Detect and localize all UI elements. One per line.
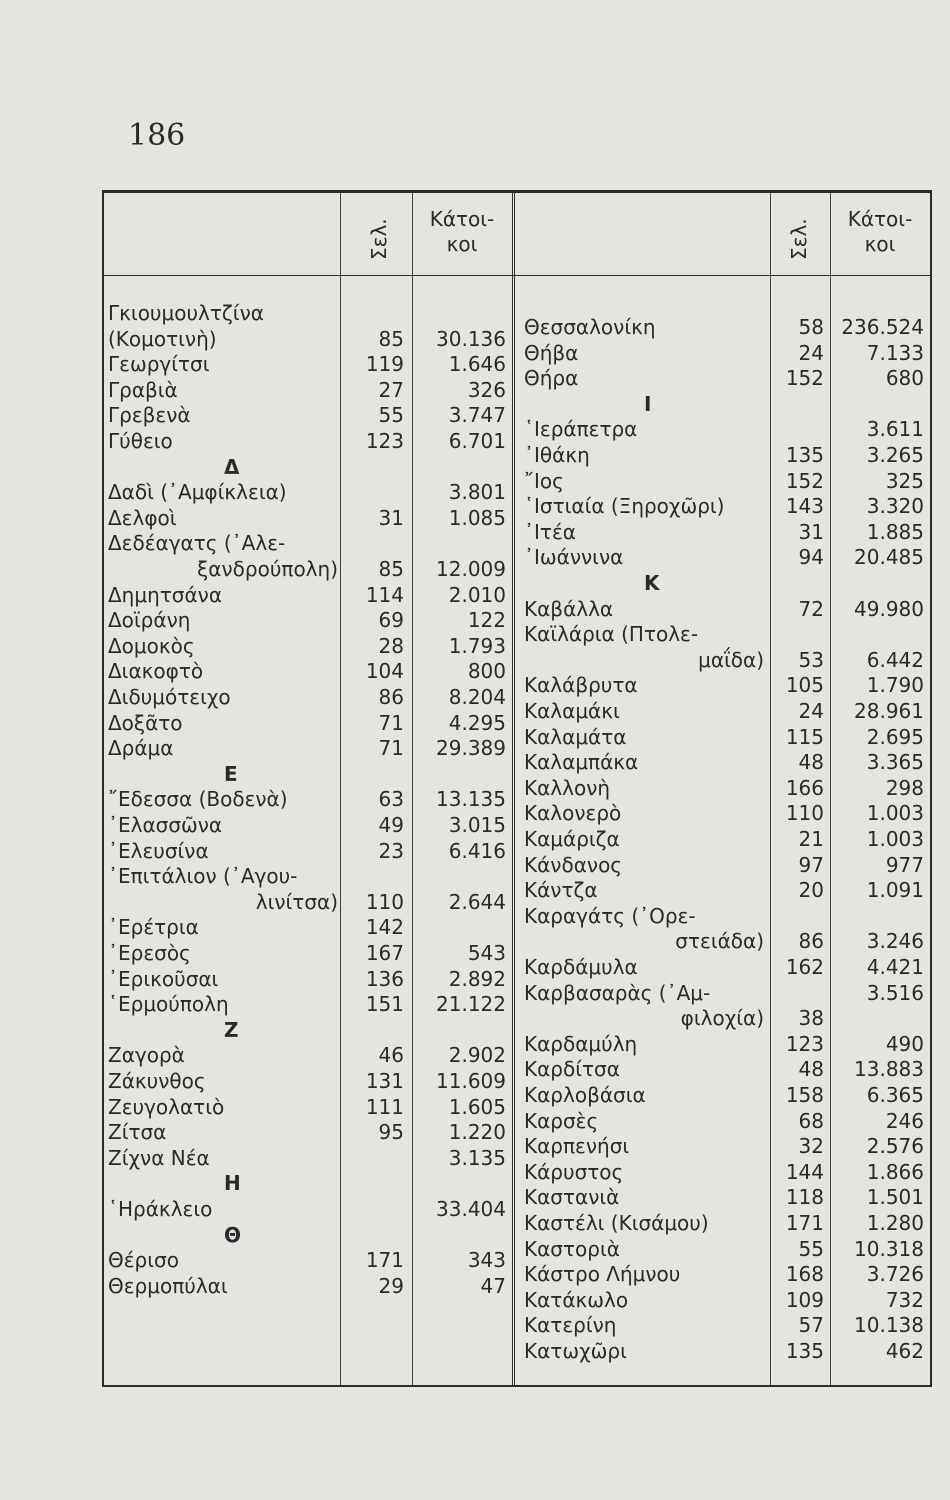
place-name: Καστοριὰ <box>524 1236 620 1261</box>
population: 3.015 <box>448 813 506 837</box>
page-ref: 38 <box>798 1006 824 1031</box>
place-name: Καρβασαρὰς (᾿Αμ- <box>524 980 711 1005</box>
index-row <box>108 941 508 966</box>
index-row <box>524 469 928 494</box>
index-row <box>524 699 928 724</box>
page-ref: 143 <box>785 494 824 519</box>
place-name: Καλλονὴ <box>524 775 611 800</box>
page-ref: 162 <box>785 955 824 979</box>
place-name: ῾Ερμούπολη <box>108 992 229 1017</box>
population: 3.365 <box>866 750 924 775</box>
index-row <box>108 1043 508 1068</box>
page-ref: 131 <box>365 1069 404 1093</box>
place-name: ᾿Ερεσὸς <box>108 941 191 965</box>
index-row <box>108 915 508 940</box>
population: 543 <box>467 941 506 965</box>
index-row <box>108 506 508 531</box>
population: 122 <box>467 608 506 633</box>
index-row <box>524 1288 928 1313</box>
place-name: Κατερίνη <box>524 1313 617 1338</box>
population: 800 <box>467 659 506 684</box>
page-number: 186 <box>128 118 186 153</box>
page-ref: 86 <box>798 929 824 954</box>
index-row <box>108 301 508 326</box>
page-ref: 46 <box>378 1043 404 1068</box>
page-ref: 55 <box>378 403 404 428</box>
place-name: Ζίχνα Νέα <box>108 1145 210 1170</box>
index-row <box>524 1134 928 1159</box>
population: 6.416 <box>448 838 506 863</box>
population: 3.726 <box>866 1262 924 1287</box>
page-ref: 21 <box>798 827 824 851</box>
population: 33.404 <box>436 1197 506 1221</box>
population: 7.133 <box>866 340 924 365</box>
index-row <box>108 429 508 454</box>
population: 4.421 <box>866 955 924 979</box>
place-name: Θήβα <box>524 340 579 365</box>
index-row <box>524 929 928 954</box>
population: 30.136 <box>436 326 506 351</box>
index-row <box>524 1237 928 1262</box>
page-ref: 152 <box>785 468 824 493</box>
index-row <box>108 583 508 608</box>
index-row <box>108 1146 508 1171</box>
place-name: Ζευγολατιὸ <box>108 1094 225 1119</box>
population: 49.980 <box>854 596 924 621</box>
place-name: Κατωχῶρι <box>524 1339 627 1363</box>
page-ref: 152 <box>785 366 824 391</box>
page-ref: 68 <box>798 1108 824 1133</box>
index-row <box>524 776 928 801</box>
place-name: Δελφοὶ <box>108 505 177 530</box>
page-ref: 31 <box>798 519 824 544</box>
header-page-left: Σελ. <box>367 218 391 260</box>
index-row <box>108 1069 508 1094</box>
place-name: Κάστρο Λήμνου <box>524 1262 681 1287</box>
page-ref: 104 <box>365 659 404 684</box>
index-row <box>108 813 508 838</box>
page-ref: 48 <box>798 1057 824 1082</box>
place-name: (Κομοτινὴ) <box>108 326 217 351</box>
index-row <box>108 1120 508 1145</box>
place-name: Καϊλάρια (Πτολε- <box>524 622 699 647</box>
page-ref: 85 <box>378 557 404 581</box>
header-population-left: Κάτοι- κοι <box>429 207 495 256</box>
page-ref: 144 <box>785 1159 824 1184</box>
index-row <box>524 341 928 366</box>
page-ref: 57 <box>798 1313 824 1338</box>
page-ref: 58 <box>798 315 824 339</box>
place-name: ᾿Ελευσίνα <box>108 838 209 863</box>
index-row <box>524 443 928 468</box>
page-ref: 167 <box>365 941 404 965</box>
page-ref: 48 <box>798 750 824 775</box>
place-name: ῾Ιστιαία (Ξηροχῶρι) <box>524 494 725 519</box>
place-name: ᾿Ιωάννινα <box>524 545 624 570</box>
page-ref: 135 <box>785 1339 824 1363</box>
page-ref: 119 <box>365 352 404 377</box>
place-name: Γύθειο <box>108 429 173 453</box>
section-letter: Δ <box>224 454 240 479</box>
place-name: ᾿Επιτάλιον (᾿Αγου- <box>108 864 298 889</box>
population: 246 <box>885 1108 924 1133</box>
place-name: Δοξᾶτο <box>108 710 183 735</box>
index-row <box>524 1185 928 1210</box>
place-name: Ζίτσα <box>108 1120 167 1145</box>
population: 3.265 <box>866 443 924 467</box>
population: 3.516 <box>866 980 924 1005</box>
page-ref: 171 <box>785 1211 824 1235</box>
place-name: Δοϊράνη <box>108 608 191 633</box>
index-row <box>108 327 508 352</box>
place-name: Κάρυστος <box>524 1159 624 1184</box>
page-ref: 118 <box>785 1185 824 1210</box>
index-row <box>524 750 928 775</box>
index-row <box>108 608 508 633</box>
section-letter: Ε <box>224 761 238 786</box>
place-name: ᾿Ερέτρια <box>108 915 199 940</box>
population: 1.793 <box>448 633 506 658</box>
place-name: ᾿Ιθάκη <box>524 443 590 467</box>
population: 325 <box>885 468 924 493</box>
index-row <box>108 711 508 736</box>
page-ref: 171 <box>365 1248 404 1273</box>
index-row <box>524 725 928 750</box>
population: 1.220 <box>448 1120 506 1145</box>
page-ref: 71 <box>378 736 404 761</box>
place-name: Γκιουμουλτζίνα <box>108 301 264 325</box>
index-row <box>524 1160 928 1185</box>
index-row <box>524 878 928 903</box>
index-row <box>524 545 928 570</box>
place-name: ᾿Ιτέα <box>524 519 576 544</box>
population: 343 <box>467 1248 506 1273</box>
index-row <box>108 378 508 403</box>
place-name: ᾿Ελασσῶνα <box>108 813 223 837</box>
page-ref: 53 <box>798 647 824 672</box>
index-row <box>108 531 508 556</box>
place-name: Ζάκυνθος <box>108 1069 206 1093</box>
population: 1.003 <box>866 827 924 851</box>
place-name: Καλαμπάκα <box>524 750 639 775</box>
place-name: Διακοφτὸ <box>108 659 204 684</box>
population: 236.524 <box>841 315 924 339</box>
population: 3.135 <box>448 1145 506 1170</box>
page-ref: 71 <box>378 710 404 735</box>
page-ref: 168 <box>785 1262 824 1287</box>
place-name: Θήρα <box>524 366 579 391</box>
page-ref: 123 <box>365 429 404 453</box>
place-name: φιλοχία) <box>680 1006 764 1031</box>
index-row <box>108 1095 508 1120</box>
page-ref: 97 <box>798 852 824 877</box>
index-row <box>524 417 928 442</box>
population: 490 <box>885 1031 924 1056</box>
place-name: Καρλοβάσια <box>524 1083 646 1107</box>
index-row <box>524 520 928 545</box>
population: 3.611 <box>866 417 924 442</box>
page-ref: 111 <box>365 1094 404 1119</box>
population: 1.501 <box>866 1185 924 1210</box>
index-row <box>108 634 508 659</box>
index-row <box>524 315 928 340</box>
index-row <box>108 839 508 864</box>
index-row <box>108 685 508 710</box>
page-ref: 114 <box>365 582 404 607</box>
population: 2.695 <box>866 724 924 749</box>
index-row <box>524 853 928 878</box>
place-name: Κάντζα <box>524 878 598 903</box>
page-ref: 110 <box>785 801 824 826</box>
index-row <box>108 1248 508 1273</box>
population: 977 <box>885 852 924 877</box>
page-ref: 24 <box>798 699 824 723</box>
index-row <box>108 890 508 915</box>
page-ref: 94 <box>798 545 824 570</box>
place-name: Καρδίτσα <box>524 1057 620 1082</box>
index-row <box>108 659 508 684</box>
place-name: ῾Ηράκλειο <box>108 1197 213 1221</box>
place-name: Καλάβρυτα <box>524 673 638 698</box>
population: 3.246 <box>866 929 924 954</box>
index-row <box>108 736 508 761</box>
page-ref: 29 <box>378 1273 404 1298</box>
index-row <box>108 557 508 582</box>
population: 1.790 <box>866 673 924 698</box>
place-name: Καρπενήσι <box>524 1134 630 1159</box>
place-name: Καλαμάτα <box>524 724 627 749</box>
population: 12.009 <box>436 557 506 581</box>
index-row <box>108 403 508 428</box>
page-ref: 86 <box>378 685 404 709</box>
place-name: ξανδρούπολη) <box>197 557 338 581</box>
population: 13.135 <box>436 787 506 812</box>
index-row <box>108 1274 508 1299</box>
index-row <box>524 494 928 519</box>
population: 3.747 <box>448 403 506 428</box>
population: 6.365 <box>866 1083 924 1107</box>
index-row <box>524 801 928 826</box>
place-name: Κατάκωλο <box>524 1287 629 1312</box>
page-ref: 136 <box>365 966 404 991</box>
population: 11.609 <box>436 1069 506 1093</box>
population: 298 <box>885 775 924 800</box>
population: 6.442 <box>866 647 924 672</box>
population: 10.318 <box>854 1236 924 1261</box>
page-ref: 55 <box>798 1236 824 1261</box>
population: 1.280 <box>866 1211 924 1235</box>
index-row <box>108 480 508 505</box>
page-ref: 27 <box>378 377 404 402</box>
population: 28.961 <box>854 699 924 723</box>
place-name: Δαδὶ (᾿Αμφίκλεια) <box>108 480 287 505</box>
population: 10.138 <box>854 1313 924 1338</box>
population: 2.644 <box>448 889 506 914</box>
page-ref: 24 <box>798 340 824 365</box>
page-ref: 142 <box>365 915 404 940</box>
population: 1.091 <box>866 878 924 903</box>
place-name: Καραγάτς (᾿Ορε- <box>524 903 696 928</box>
place-name: στειάδα) <box>675 929 764 954</box>
place-name: Καλαμάκι <box>524 699 620 723</box>
index-row <box>524 955 928 980</box>
population: 21.122 <box>436 992 506 1017</box>
section-letter: Θ <box>224 1222 242 1247</box>
header-page-right: Σελ. <box>787 218 811 260</box>
population: 29.389 <box>436 736 506 761</box>
index-row <box>524 597 928 622</box>
section-letter: Ζ <box>224 1017 239 1042</box>
place-name: Δομοκὸς <box>108 633 195 658</box>
place-name: Δεδέαγατς (᾿Αλε- <box>108 531 286 556</box>
page-ref: 69 <box>378 608 404 633</box>
page-ref: 135 <box>785 443 824 467</box>
population: 2.576 <box>866 1134 924 1159</box>
population: 2.010 <box>448 582 506 607</box>
page-ref: 32 <box>798 1134 824 1159</box>
page-ref: 72 <box>798 596 824 621</box>
place-name: Γρεβενὰ <box>108 403 191 428</box>
place-name: Καστέλι (Κισάμου) <box>524 1211 709 1235</box>
page-ref: 110 <box>365 889 404 914</box>
index-row <box>108 864 508 889</box>
index-row <box>524 1339 928 1364</box>
population: 680 <box>885 366 924 391</box>
page-ref: 123 <box>785 1031 824 1056</box>
page-ref: 31 <box>378 505 404 530</box>
place-name: μαΐδα) <box>698 647 764 672</box>
place-name: Καρδαμύλη <box>524 1031 638 1056</box>
index-row <box>524 1313 928 1338</box>
index-row <box>524 1057 928 1082</box>
page-ref: 115 <box>785 724 824 749</box>
place-name: ῎Ιος <box>524 468 564 493</box>
place-name: Γραβιὰ <box>108 377 178 402</box>
population: 3.801 <box>448 480 506 505</box>
index-row <box>524 673 928 698</box>
place-name: Διδυμότειχο <box>108 685 231 709</box>
population: 1.646 <box>448 352 506 377</box>
population: 1.085 <box>448 505 506 530</box>
page-ref: 28 <box>378 633 404 658</box>
index-row <box>524 1032 928 1057</box>
place-name: ῎Εδεσσα (Βοδενὰ) <box>108 787 288 812</box>
index-row <box>524 904 928 929</box>
population: 1.866 <box>866 1159 924 1184</box>
place-name: Θερμοπύλαι <box>108 1273 228 1298</box>
place-name: Δράμα <box>108 736 174 761</box>
index-row <box>524 1211 928 1236</box>
page-ref: 49 <box>378 813 404 837</box>
place-name: ᾿Ερικοῦσαι <box>108 966 219 991</box>
page-ref: 20 <box>798 878 824 903</box>
population: 6.701 <box>448 429 506 453</box>
population: 732 <box>885 1287 924 1312</box>
page-ref: 95 <box>378 1120 404 1145</box>
header-population-right: Κάτοι- κοι <box>847 207 913 256</box>
population: 47 <box>480 1273 506 1298</box>
place-name: Θέρισο <box>108 1248 179 1273</box>
index-row <box>524 1262 928 1287</box>
section-letter: Η <box>224 1171 241 1196</box>
index-row <box>524 366 928 391</box>
page-ref: 166 <box>785 775 824 800</box>
population: 1.003 <box>866 801 924 826</box>
place-name: Δημητσάνα <box>108 582 223 607</box>
index-row <box>524 1006 928 1031</box>
index-row <box>108 1197 508 1222</box>
index-row <box>524 648 928 673</box>
page-ref: 23 <box>378 838 404 863</box>
index-row <box>524 981 928 1006</box>
page-ref: 158 <box>785 1083 824 1107</box>
place-name: λινίτσα) <box>255 889 338 914</box>
place-name: Ζαγορὰ <box>108 1043 185 1068</box>
population: 2.892 <box>448 966 506 991</box>
population: 3.320 <box>866 494 924 519</box>
index-row <box>524 622 928 647</box>
place-name: Καρδάμυλα <box>524 955 638 979</box>
population: 4.295 <box>448 710 506 735</box>
population: 462 <box>885 1339 924 1363</box>
population: 20.485 <box>854 545 924 570</box>
population: 2.902 <box>448 1043 506 1068</box>
section-letter: Κ <box>644 571 660 595</box>
population: 326 <box>467 377 506 402</box>
section-letter: Ι <box>644 391 652 416</box>
place-name: ῾Ιεράπετρα <box>524 417 638 442</box>
place-name: Γεωργίτσι <box>108 352 210 377</box>
place-name: Καστανιὰ <box>524 1185 620 1210</box>
population: 1.605 <box>448 1094 506 1119</box>
index-row <box>108 787 508 812</box>
page-ref: 109 <box>785 1287 824 1312</box>
index-row <box>108 992 508 1017</box>
header-rule <box>104 275 930 276</box>
population: 13.883 <box>854 1057 924 1082</box>
index-row <box>108 352 508 377</box>
index-row <box>524 1109 928 1134</box>
page-ref: 85 <box>378 326 404 351</box>
index-row <box>524 827 928 852</box>
place-name: Καμάριζα <box>524 827 620 851</box>
population: 8.204 <box>448 685 506 709</box>
place-name: Καβάλλα <box>524 596 614 621</box>
population: 1.885 <box>866 519 924 544</box>
place-name: Θεσσαλονίκη <box>524 315 656 339</box>
page-ref: 63 <box>378 787 404 812</box>
index-row <box>524 1083 928 1108</box>
page-ref: 105 <box>785 673 824 698</box>
index-row <box>108 967 508 992</box>
page-ref: 151 <box>365 992 404 1017</box>
place-name: Καλονερὸ <box>524 801 622 826</box>
index-table <box>102 190 932 1387</box>
place-name: Κάνδανος <box>524 852 623 877</box>
place-name: Καρσὲς <box>524 1108 599 1133</box>
center-divider <box>512 193 515 1385</box>
